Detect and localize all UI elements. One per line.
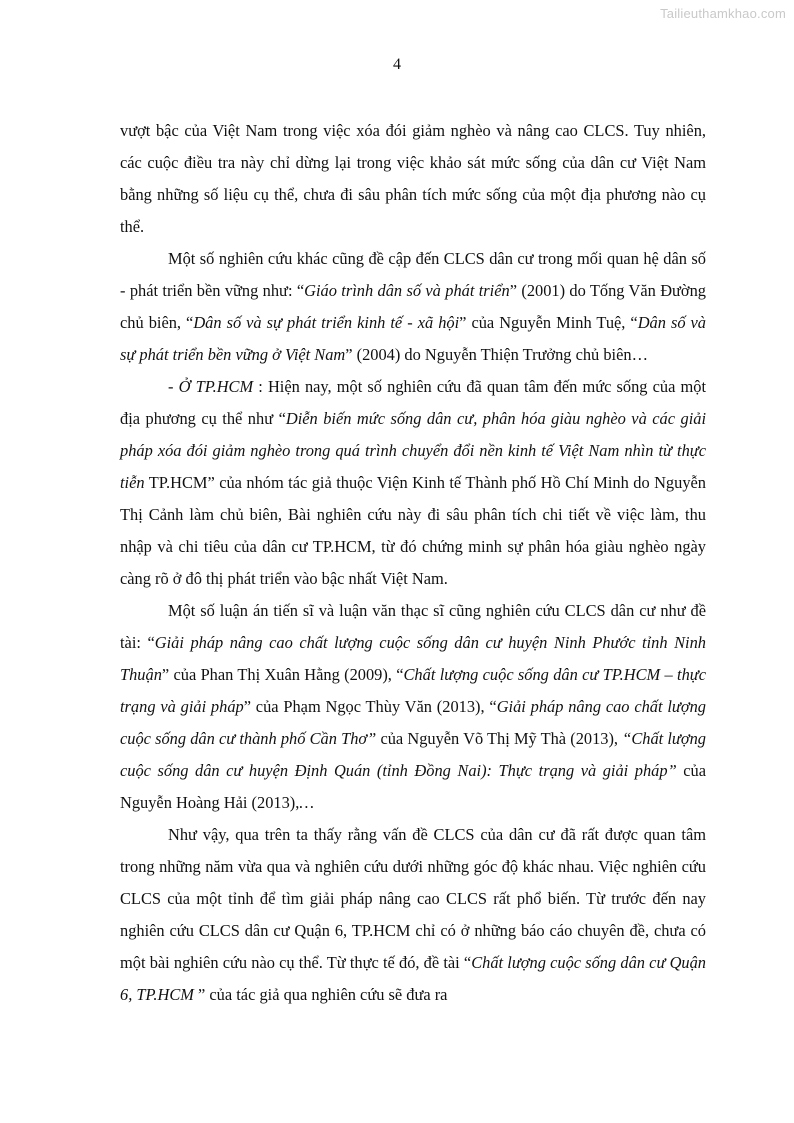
italic-text-run: Ở TP.HCM bbox=[178, 377, 254, 396]
italic-text-run: Giải pháp nâng cao chất lượng cuộc sống dân cư huyện Ninh Phước tỉnh Ninh Thuận bbox=[120, 633, 706, 684]
page-number: 4 bbox=[393, 56, 401, 73]
text-run: ” của tác giả qua nghiên cứu sẽ đưa ra bbox=[193, 985, 448, 1004]
italic-text-run: … bbox=[299, 793, 314, 812]
italic-text-run: Chất lượng cuộc sống dân cư TP.HCM – thực trạng và giải pháp bbox=[120, 665, 706, 716]
text-run: Một số luận án tiến sĩ và luận văn thạc sĩ cũng nghiên cứu CLCS dân cư như đề tài: “ bbox=[120, 601, 706, 652]
paragraph bbox=[120, 243, 706, 371]
text-run: ” (2004) do Nguyễn Thiện Trưởng chủ biên… bbox=[345, 345, 648, 364]
text-run: ” của Phan Thị Xuân Hằng (2009), “ bbox=[161, 665, 404, 684]
text-run: : Hiện nay, một số nghiên cứu đã quan tâm đến mức sống của một địa phương cụ thể như “ bbox=[120, 377, 707, 428]
text-run: của Nguyễn Hoàng Hải (2013), bbox=[120, 761, 706, 812]
text-run: ” (2001) do Tống Văn Đường chủ biên, “ bbox=[120, 281, 706, 332]
text-run: Như vậy, qua trên ta thấy rằng vấn đề CLCS của dân cư đã rất được quan tâm trong những năm vừa qua và nghiên cứu dưới những góc độ khác nhau. Việc nghiên cứu CLCS của một tỉnh để tìm giải pháp nâng cao CLCS rất phổ biến. Từ trước đến nay nghiên cứu CLCS dân cư Quận 6, TP.HCM chỉ có ở những báo cáo chuyên đề, chưa có một bài nghiên cứu nào cụ thể. Từ thực tế đó, đề tài “ bbox=[120, 825, 706, 972]
paragraph bbox=[120, 371, 706, 595]
italic-text-run: Chất lượng cuộc sống dân cư Quận 6, TP.HCM bbox=[120, 953, 706, 1004]
paragraph bbox=[120, 115, 706, 243]
italic-text-run: Dân số và sự phát triển bền vững ở Việt Nam bbox=[120, 313, 707, 364]
text-run: Một số nghiên cứu khác cũng đề cập đến CLCS dân cư trong mối quan hệ dân số - phát triển bền vững như: “ bbox=[120, 249, 706, 300]
text-run: của Nguyễn Võ Thị Mỹ Thà (2013), bbox=[376, 729, 623, 748]
watermark: Tailieuthamkhao.com bbox=[660, 6, 786, 21]
text-run: TP.HCM” của nhóm tác giả thuộc Viện Kinh tế Thành phố Hồ Chí Minh do Nguyễn Thị Cảnh làm chủ biên, Bài nghiên cứu này đi sâu phân tích chi tiết về việc làm, thu nhập và chi tiêu của dân cư TP.HCM, từ đó chứng minh sự phân hóa giàu nghèo ngày càng rõ ở đô thị phát triển vào bậc nhất Việt Nam. bbox=[120, 473, 706, 588]
italic-text-run: Dân số và sự phát triển kinh tế - xã hội bbox=[193, 313, 460, 332]
italic-text-run: Giáo trình dân số và phát triển bbox=[304, 281, 510, 300]
text-run: ” của Phạm Ngọc Thùy Văn (2013), “ bbox=[243, 697, 497, 716]
paragraph bbox=[120, 819, 706, 1011]
italic-text-run: Diễn biến mức sống dân cư, phân hóa giàu nghèo và các giải pháp xóa đói giảm nghèo trong quá trình chuyển đổi nền kinh tế Việt Nam nhìn từ thực tiễn bbox=[120, 409, 707, 492]
document-body bbox=[120, 115, 706, 1011]
italic-text-run: Giải pháp nâng cao chất lượng cuộc sống dân cư thành phố Cần Thơ” bbox=[120, 697, 706, 748]
text-run: vượt bậc của Việt Nam trong việc xóa đói giảm nghèo và nâng cao CLCS. Tuy nhiên, các cuộc điều tra này chỉ dừng lại trong việc khảo sát mức sống của dân cư Việt Nam bằng những số liệu cụ thể, chưa đi sâu phân tích mức sống của một địa phương nào cụ thể. bbox=[120, 121, 706, 236]
text-run: - bbox=[168, 377, 179, 396]
text-run: ” của Nguyễn Minh Tuệ, “ bbox=[459, 313, 638, 332]
italic-text-run: “Chất lượng cuộc sống dân cư huyện Định Quán (tỉnh Đồng Nai): Thực trạng và giải pháp” bbox=[120, 729, 706, 780]
paragraph bbox=[120, 595, 706, 819]
